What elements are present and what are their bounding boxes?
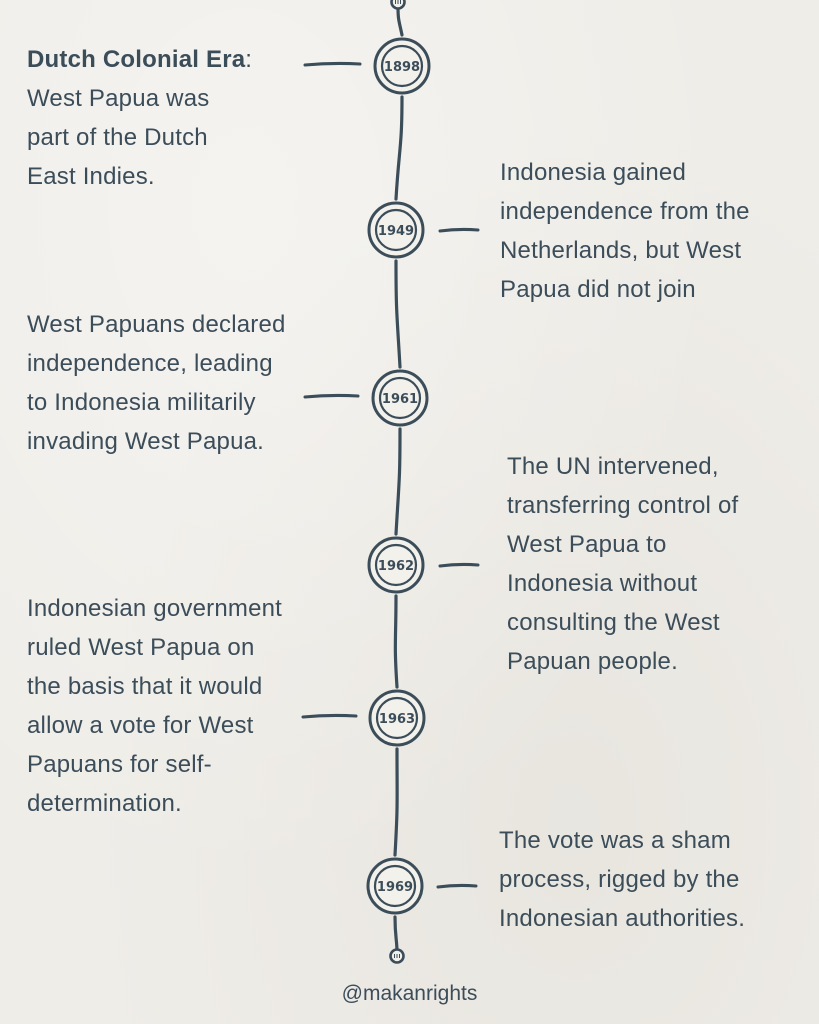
social-handle: @makanrights (341, 982, 478, 1005)
event-line: East Indies. (27, 163, 155, 190)
event-line: The vote was a sham (499, 827, 731, 854)
event-line: independence, leading (27, 350, 273, 377)
event-line: West Papua to (507, 531, 667, 558)
event-1963-text (27, 589, 327, 823)
event-line: Indonesia gained (500, 159, 687, 186)
event-line: the basis that it would (27, 673, 263, 700)
event-line: process, rigged by the (499, 866, 740, 893)
event-1969-text (499, 821, 809, 938)
event-line: transferring control of (507, 492, 739, 519)
node-connector-line (438, 885, 476, 887)
node-connector-line (440, 229, 478, 231)
event-line: Papuans for self- (27, 751, 212, 778)
node-year-label: 1969 (376, 880, 414, 895)
event-line: Papuan people. (507, 648, 678, 675)
event-line: Papua did not join (500, 276, 696, 303)
node-year-label: 1963 (378, 712, 416, 727)
event-line: West Papuans declared (27, 311, 286, 338)
event-line: consulting the West (507, 609, 720, 636)
node-year-label: 1898 (383, 60, 421, 75)
event-line: West Papua was (27, 85, 210, 112)
event-line: invading West Papua. (27, 428, 265, 455)
event-line: allow a vote for West (27, 712, 254, 739)
event-line: Indonesian authorities. (499, 905, 746, 932)
node-year-label: 1949 (377, 224, 415, 239)
event-line: ruled West Papua on (27, 634, 255, 661)
node-connector-line (440, 564, 478, 566)
event-line: The UN intervened, (507, 453, 719, 480)
event-1962-text (507, 447, 807, 681)
event-line: to Indonesia militarily (27, 389, 256, 416)
event-line: Indonesian government (27, 595, 283, 622)
event-lead: Dutch Colonial Era (27, 46, 246, 73)
event-line: Netherlands, but West (500, 237, 742, 264)
timeline-spine (391, 0, 405, 963)
event-line: part of the Dutch (27, 124, 208, 151)
event-1961-text (27, 305, 327, 461)
event-line: independence from the (500, 198, 750, 225)
node-year-label: 1961 (381, 392, 419, 407)
event-lead-suffix: : (245, 46, 253, 73)
timeline-spine-line (395, 6, 402, 952)
event-1898-text (27, 40, 327, 196)
event-line: Indonesia without (507, 570, 698, 597)
timeline-nodes (303, 39, 478, 913)
event-1949-text (500, 153, 810, 309)
node-year-label: 1962 (377, 559, 415, 574)
event-line: determination. (27, 790, 182, 817)
